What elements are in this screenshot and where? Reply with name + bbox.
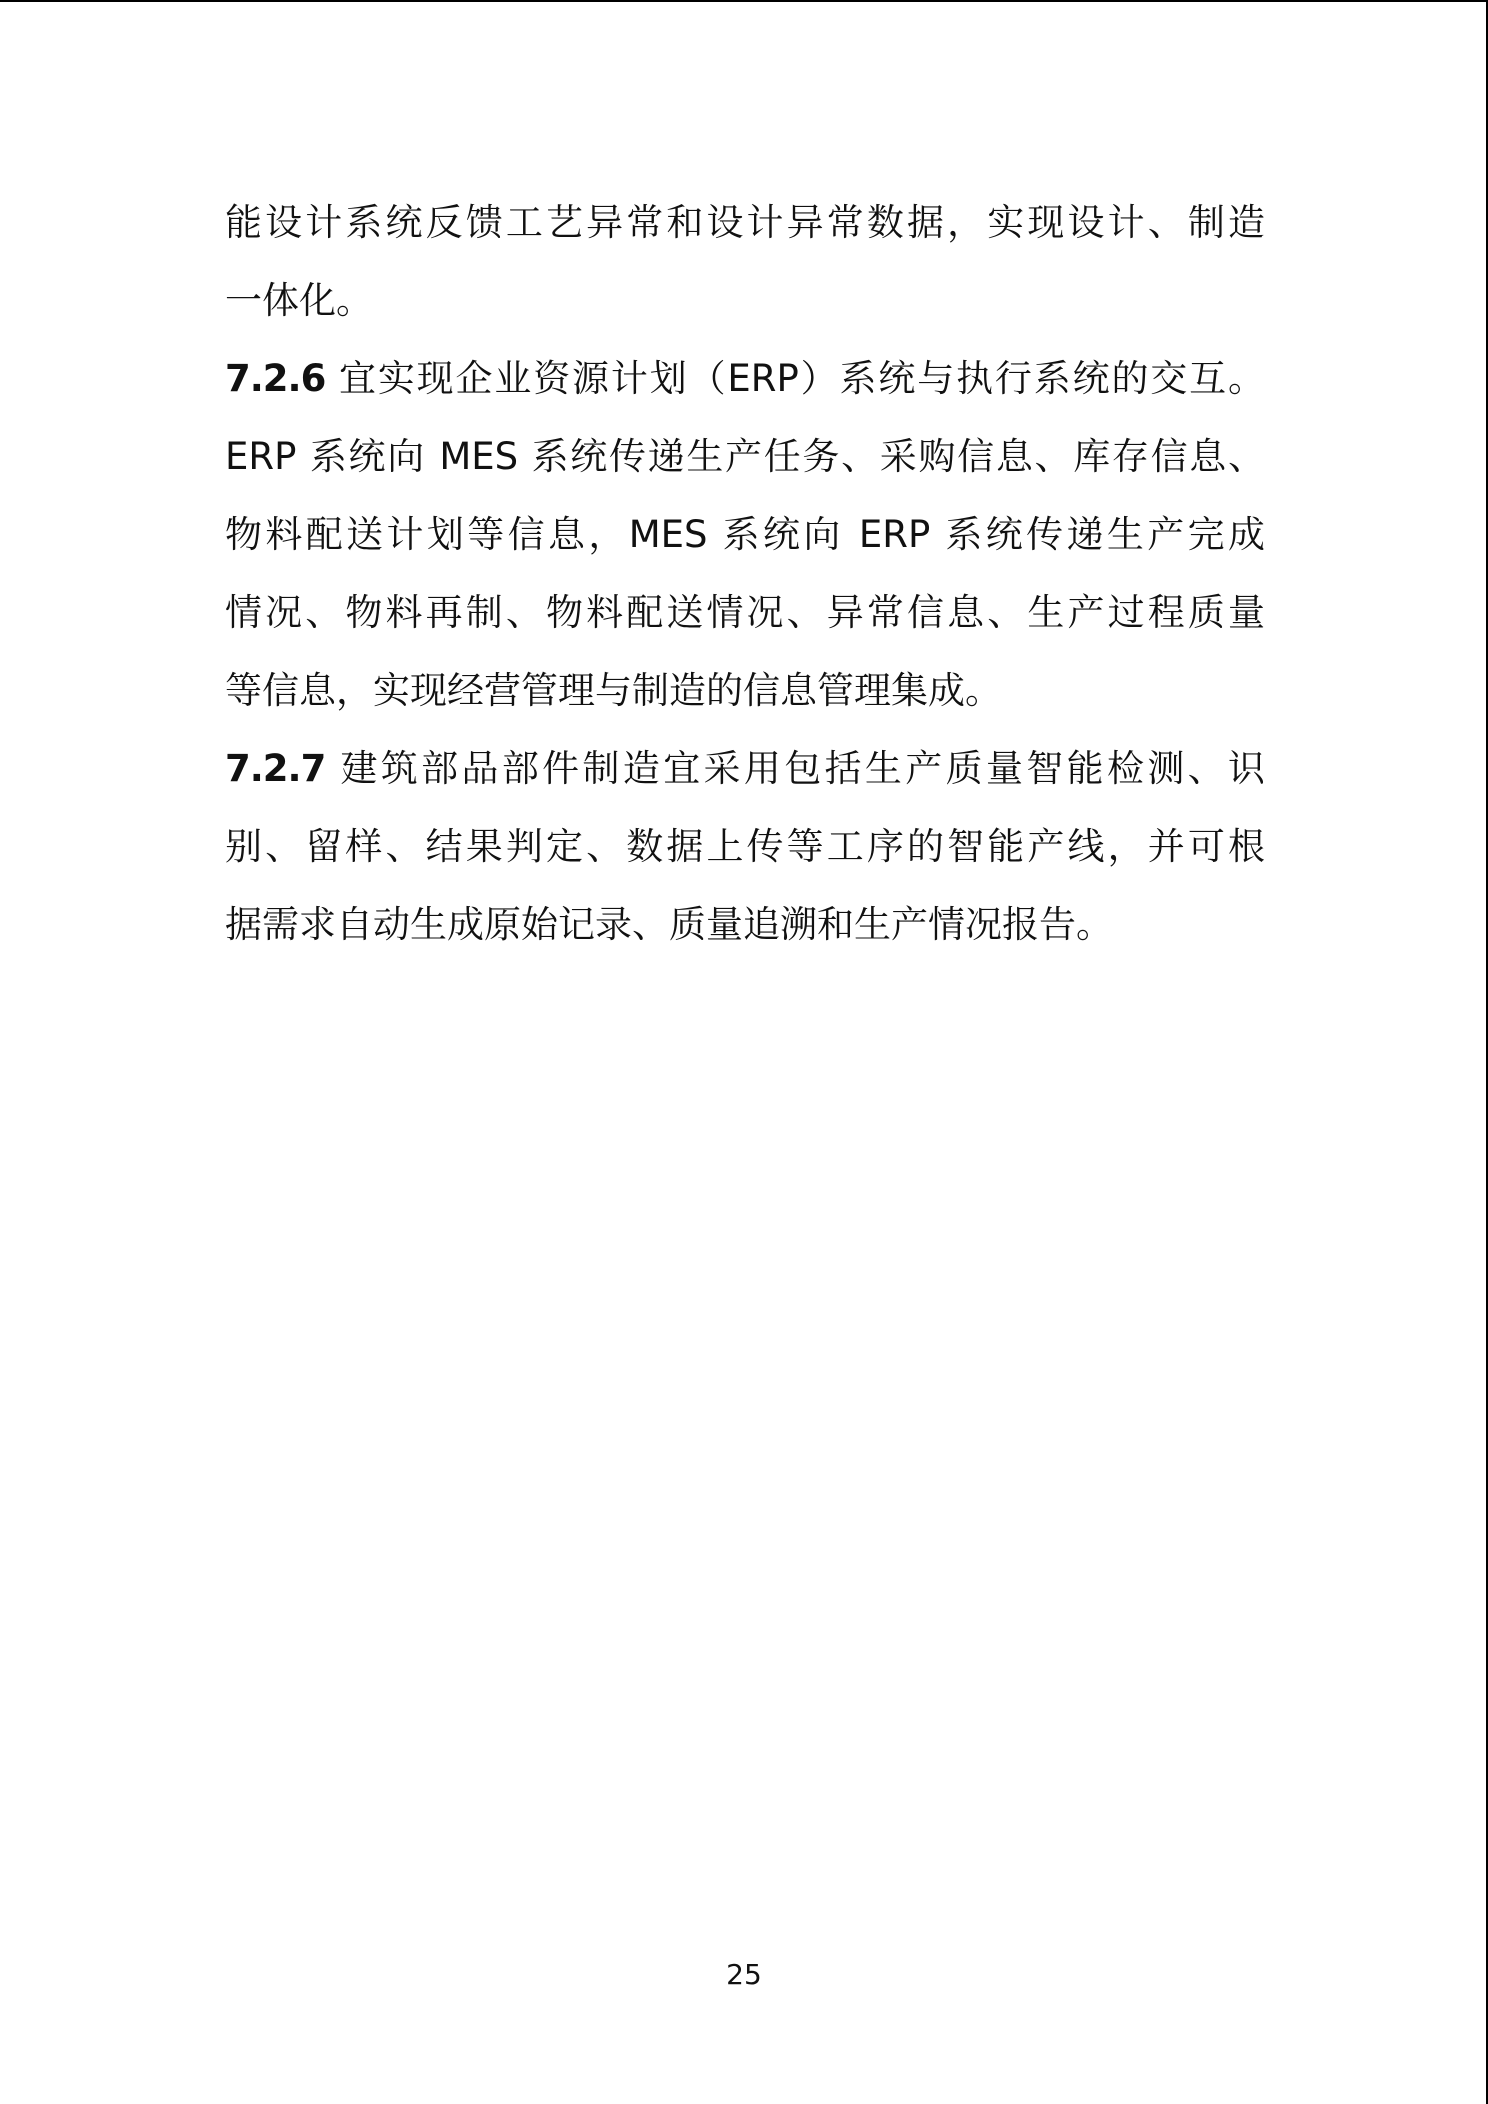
document-body [225,184,1265,964]
clause-number: 7.2.6 [225,357,326,400]
text-line: 物料配送计划等信息，MES 系统向 ERP 系统传递生产完成 [225,513,1265,556]
clause-text: 建筑部品部件制造宜采用包括生产质量智能检测、识 [340,747,1265,790]
text-line: 等信息，实现经营管理与制造的信息管理集成。 [225,669,1002,712]
text-line: 情况、物料再制、物料配送情况、异常信息、生产过程质量 [225,591,1265,634]
text-line: ERP 系统向 MES 系统传递生产任务、采购信息、库存信息、 [225,435,1265,478]
page-number: 25 [726,1958,762,1991]
text-line: 一体化。 [225,279,373,322]
text-line: 能设计系统反馈工艺异常和设计异常数据，实现设计、制造 [225,201,1265,244]
text-line: 据需求自动生成原始记录、质量追溯和生产情况报告。 [225,903,1113,946]
clause-7-2-7-line [225,730,1265,808]
clause-text: 宜实现企业资源计划（ERP）系统与执行系统的交互。 [338,357,1265,400]
text-line: 别、留样、结果判定、数据上传等工序的智能产线，并可根 [225,825,1265,868]
clause-number: 7.2.7 [225,747,326,790]
clause-7-2-6-line [225,340,1265,418]
